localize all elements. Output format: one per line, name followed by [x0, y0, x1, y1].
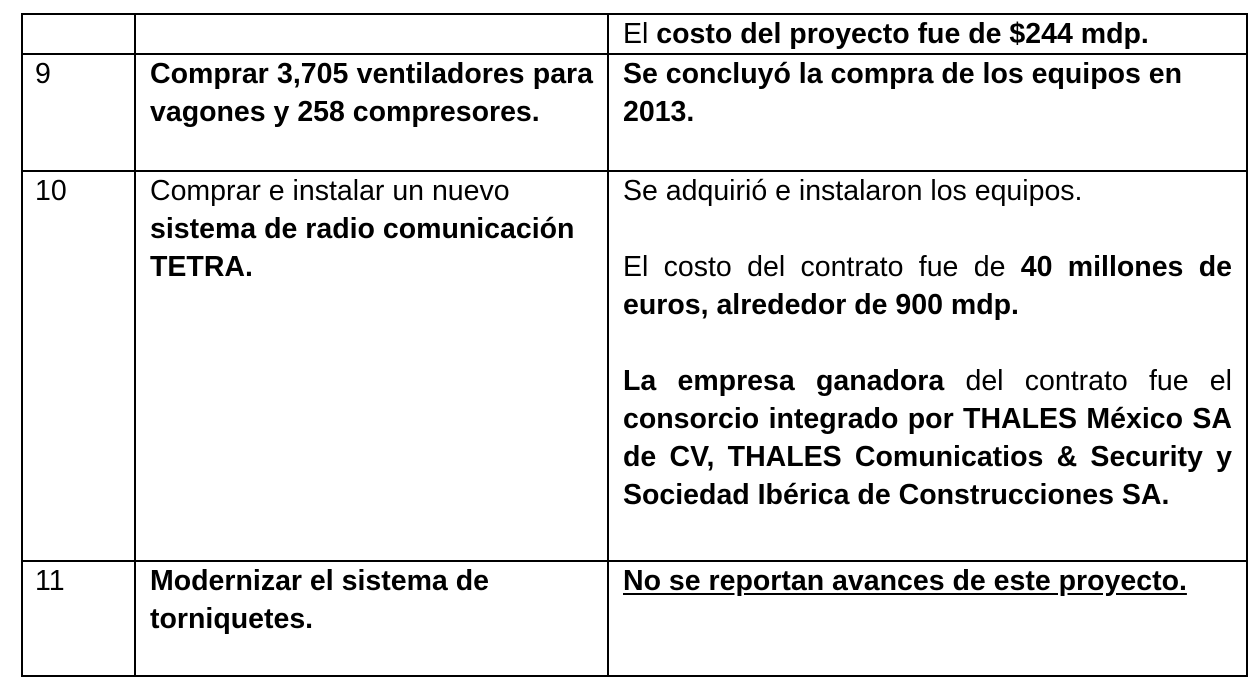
status-paragraph — [623, 362, 1232, 514]
status-text-bold: costo del proyecto fue de $244 mdp. — [656, 18, 1149, 50]
status-text: El — [623, 18, 657, 50]
row-number-cell — [22, 561, 135, 676]
table-row — [22, 561, 1247, 676]
status-text: El costo del contrato fue de — [623, 251, 1021, 283]
status-paragraph — [623, 15, 1232, 53]
status-cell — [608, 171, 1247, 561]
goal-cell — [135, 171, 608, 561]
status-text: Se adquirió e instalaron los equipos. — [623, 175, 1083, 207]
goal-text-bold: Comprar 3,705 ventiladores para vagones y 258 compresores. — [150, 58, 593, 128]
project-status-table — [21, 13, 1248, 677]
status-text-bold: consorcio integrado por THALES México SA de CV, THALES Comunicatios & Security y Sociedad Ibérica de Construcciones SA. — [623, 403, 1232, 511]
status-cell — [608, 54, 1247, 171]
row-number-cell — [22, 171, 135, 561]
goal-cell — [135, 54, 608, 171]
goal-text: Comprar e instalar un nuevo — [150, 175, 510, 207]
goal-text-bold: sistema de radio comunicación TETRA. — [150, 213, 575, 283]
status-text-underlined: No se reportan avances de este proyecto. — [623, 565, 1187, 597]
goal-cell — [135, 14, 608, 54]
table-row — [22, 171, 1247, 561]
status-text: del contrato fue el — [944, 365, 1232, 397]
table-row — [22, 54, 1247, 171]
paragraph-gap — [623, 210, 1232, 248]
status-text-bold: Se concluyó la compra de los equipos en 2013. — [623, 58, 1183, 128]
paragraph-gap — [623, 324, 1232, 362]
status-paragraph — [623, 248, 1232, 324]
row-number: 11 — [35, 565, 65, 597]
row-number: 9 — [35, 58, 51, 90]
goal-cell — [135, 561, 608, 676]
status-cell — [608, 14, 1247, 54]
goal-paragraph — [150, 172, 593, 286]
row-number-cell — [22, 54, 135, 171]
goal-text-bold: Modernizar el sistema de torniquetes. — [150, 565, 489, 635]
status-text-bold: La empresa ganadora — [623, 365, 945, 397]
goal-paragraph — [150, 562, 593, 638]
goal-paragraph — [150, 55, 593, 131]
status-paragraph — [623, 172, 1232, 210]
status-cell — [608, 561, 1247, 676]
status-paragraph — [623, 55, 1232, 131]
status-text-bold: 40 millones de euros, alrededor de 900 mdp. — [623, 251, 1232, 321]
row-number: 10 — [35, 175, 67, 207]
row-number-cell — [22, 14, 135, 54]
status-paragraph — [623, 562, 1232, 600]
table-row — [22, 14, 1247, 54]
